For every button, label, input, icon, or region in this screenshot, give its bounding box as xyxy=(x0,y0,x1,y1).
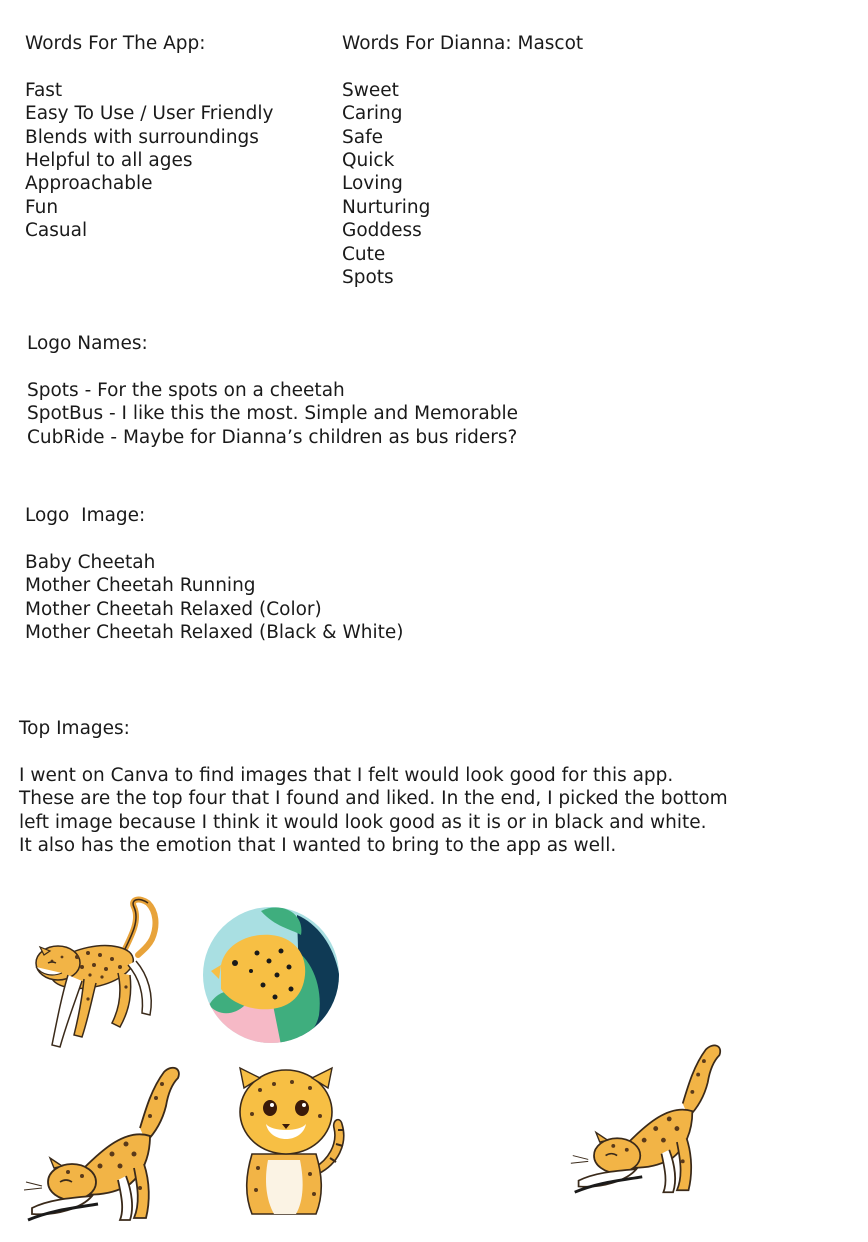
list-item: Baby Cheetah xyxy=(25,551,156,573)
cheetah-stretching-icon xyxy=(22,1058,186,1226)
list-item: Mother Cheetah Running xyxy=(25,575,256,597)
cheetah-stretching-selected-icon xyxy=(568,1036,728,1198)
list-item: Safe xyxy=(342,126,383,148)
paragraph-line: left image because I think it would look good as it is or in black and white. xyxy=(19,811,707,833)
list-item: Fun xyxy=(25,196,59,218)
app-words-section xyxy=(25,32,273,243)
mascot-words-section xyxy=(342,32,583,289)
cheetah-circle-portrait-icon xyxy=(201,905,341,1045)
list-item: Blends with surroundings xyxy=(25,126,259,148)
top-images-heading: Top Images: xyxy=(19,718,130,739)
list-item: Caring xyxy=(342,103,403,125)
paragraph-line: I went on Canva to find images that I felt would look good for this app. xyxy=(19,764,674,786)
top-images-section xyxy=(19,717,728,857)
logo-image-heading: Logo Image: xyxy=(25,505,146,526)
list-item: Sweet xyxy=(342,79,399,101)
list-item: Approachable xyxy=(25,173,153,195)
cheetah-running-icon xyxy=(22,895,162,1063)
list-item: SpotBus - I like this the most. Simple and Memorable xyxy=(27,403,518,425)
list-item: Mother Cheetah Relaxed (Black & White) xyxy=(25,621,404,643)
logo-image-section xyxy=(25,504,403,644)
list-item: Quick xyxy=(342,149,395,171)
paragraph-line: These are the top four that I found and liked. In the end, I picked the bottom xyxy=(19,788,728,810)
list-item: Casual xyxy=(25,220,88,242)
cheetah-cub-icon xyxy=(230,1064,354,1224)
logo-names-section xyxy=(27,332,518,449)
list-item: Spots - For the spots on a cheetah xyxy=(27,379,345,401)
list-item: Mother Cheetah Relaxed (Color) xyxy=(25,598,322,620)
paragraph-line: It also has the emotion that I wanted to bring to the app as well. xyxy=(19,835,617,857)
list-item: Fast xyxy=(25,79,63,101)
list-item: Easy To Use / User Friendly xyxy=(25,103,274,125)
list-item: CubRide - Maybe for Dianna’s children as bus riders? xyxy=(27,426,518,448)
list-item: Loving xyxy=(342,173,403,195)
list-item: Helpful to all ages xyxy=(25,149,193,171)
logo-names-heading: Logo Names: xyxy=(27,333,148,354)
list-item: Goddess xyxy=(342,220,422,242)
list-item: Spots xyxy=(342,266,394,288)
list-item: Nurturing xyxy=(342,196,431,218)
mascot-words-heading: Words For Dianna: Mascot xyxy=(342,33,584,54)
list-item: Cute xyxy=(342,243,386,265)
app-words-heading: Words For The App: xyxy=(25,33,206,54)
